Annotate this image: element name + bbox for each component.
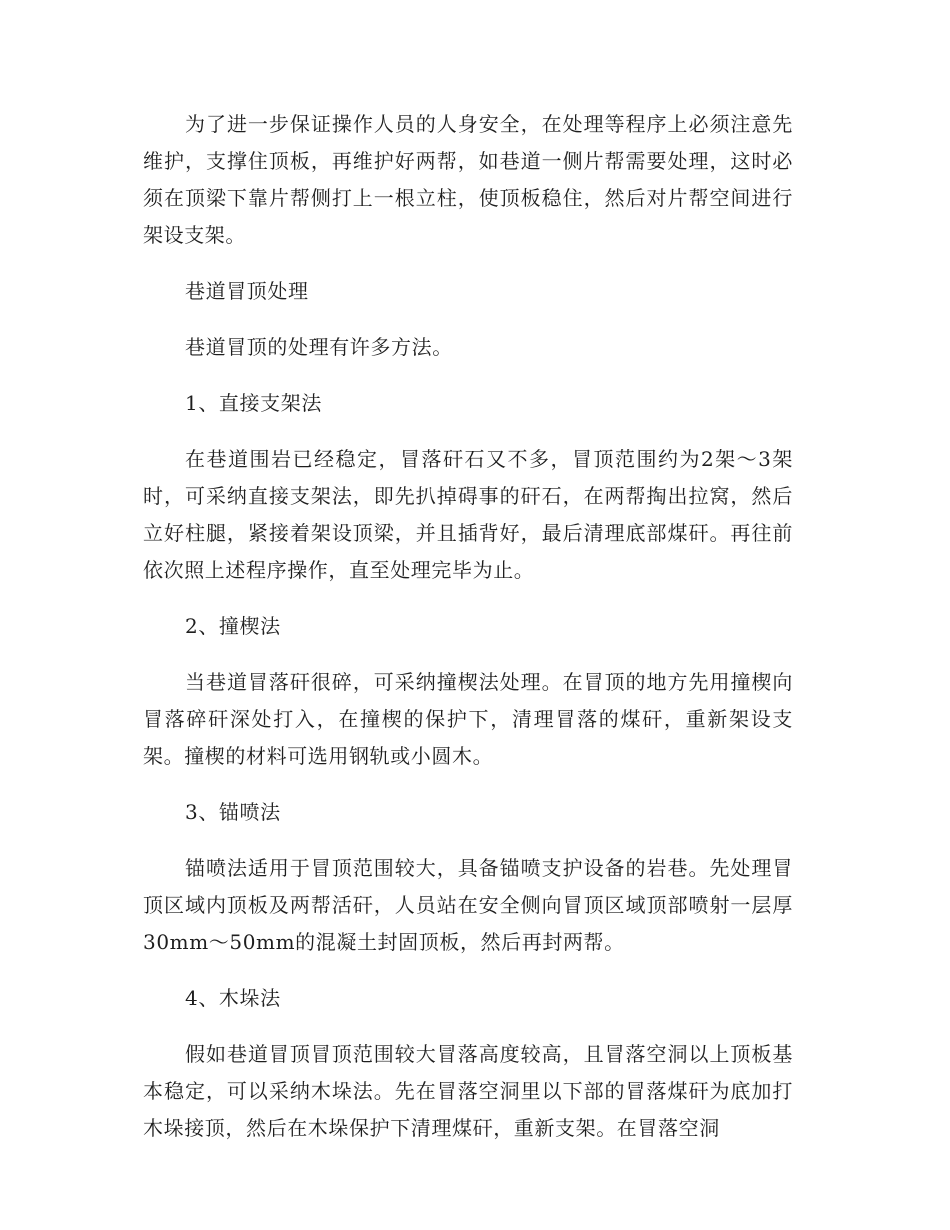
paragraph-direct-support-method: 在巷道围岩已经稳定，冒落矸石又不多，冒顶范围约为2架～3架时，可采纳直接支架法，即先扒掉碍事的矸石，在两帮掏出拉窝，然后立好柱腿，紧接着架设顶梁，并且插背好，最后清理底部煤矸。再往前依次照上述程序操作，直至处理完毕为止。	[143, 447, 793, 582]
heading-shotcrete-method: 3、锚喷法	[185, 800, 281, 824]
paragraph-wedge-method: 当巷道冒落矸很碎，可采纳撞楔法处理。在冒顶的地方先用撞楔向冒落碎矸深处打入，在撞楔的保护下，清理冒落的煤矸，重新架设支架。撞楔的材料可选用钢轨或小圆木。	[143, 670, 793, 768]
heading-direct-support-method: 1、直接支架法	[185, 391, 322, 415]
heading-roof-fall-handling: 巷道冒顶处理	[185, 279, 309, 303]
heading-wedge-method: 2、撞楔法	[185, 614, 281, 638]
paragraph-shotcrete-method: 锚喷法适用于冒顶范围较大，具备锚喷支护设备的岩巷。先处理冒顶区域内顶板及两帮活矸，人员站在安全侧向冒顶区域顶部喷射一层厚30mm～50mm的混凝土封固顶板，然后再封两帮。	[143, 856, 793, 954]
paragraph-methods-intro: 巷道冒顶的处理有许多方法。	[185, 335, 453, 359]
document-body	[143, 106, 793, 1166]
heading-timber-crib-method: 4、木垛法	[185, 986, 281, 1010]
paragraph-timber-crib-method: 假如巷道冒顶冒顶范围较大冒落高度较高，且冒落空洞以上顶板基本稳定，可以采纳木垛法。先在冒落空洞里以下部的冒落煤矸为底加打木垛接顶，然后在木垛保护下清理煤矸，重新支架。在冒落空洞	[143, 1042, 793, 1140]
paragraph-safety-procedure: 为了进一步保证操作人员的人身安全，在处理等程序上必须注意先维护，支撑住顶板，再维护好两帮，如巷道一侧片帮需要处理，这时必须在顶梁下靠片帮侧打上一根立柱，使顶板稳住，然后对片帮空间进行架设支架。	[143, 112, 793, 247]
